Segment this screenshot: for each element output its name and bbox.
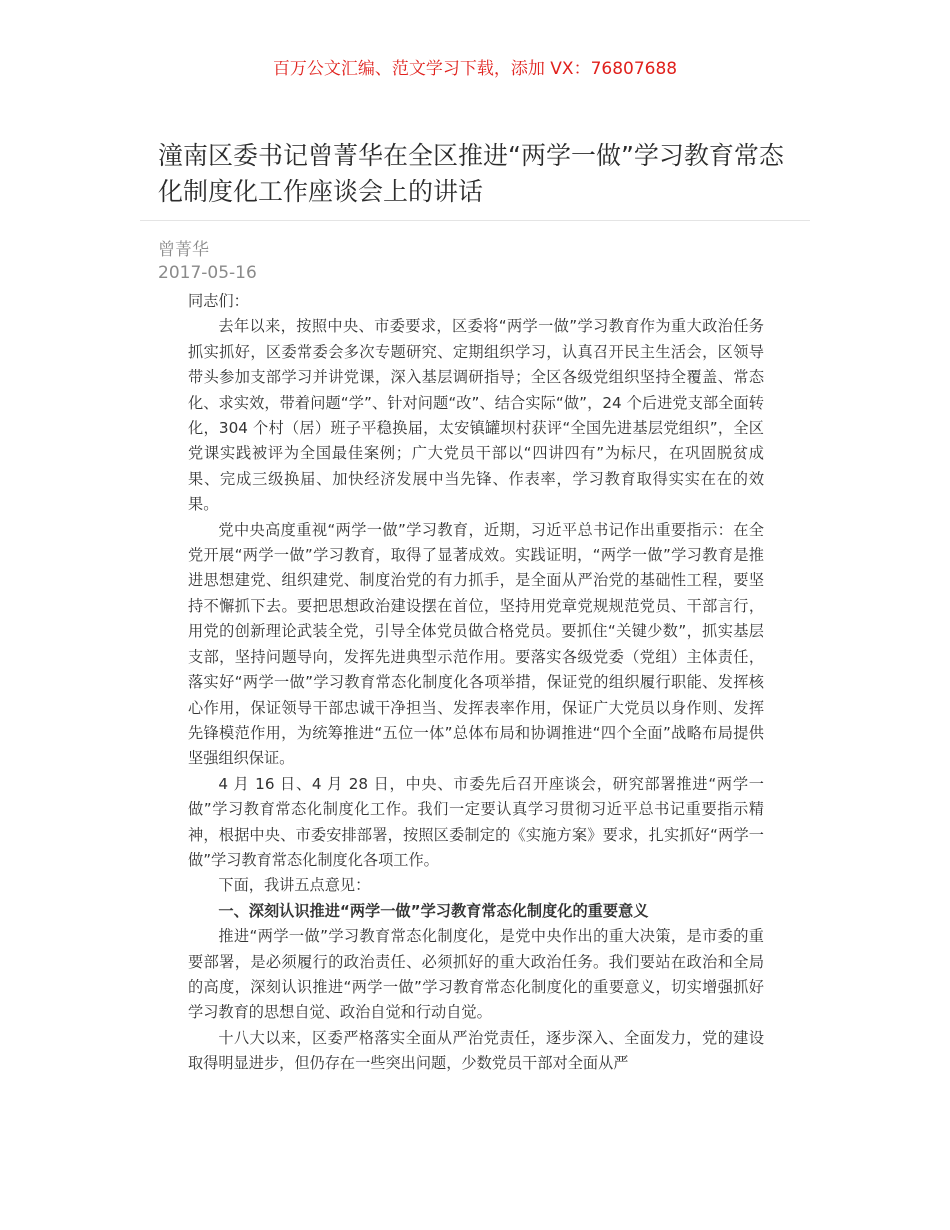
title-divider [140, 220, 810, 221]
article-author: 曾菁华 [158, 240, 209, 260]
body-paragraph: 4 月 16 日、4 月 28 日，中央、市委先后召开座谈会，研究部署推进“两学一做”学习教育常态化制度化工作。我们一定要认真学习贯彻习近平总书记重要指示精神，根据中央、市委安排部署，按照区委制定的《实施方案》要求，扎实抓好“两学一做”学习教育常态化制度化各项工作。 [188, 774, 764, 869]
article-body [188, 289, 764, 1077]
body-paragraph: 去年以来，按照中央、市委要求，区委将“两学一做”学习教育作为重大政治任务抓实抓好，区委常委会多次专题研究、定期组织学习，认真召开民主生活会，区领导带头参加支部学习并讲党课，深入基层调研指导；全区各级党组织坚持全覆盖、常态化、求实效，带着问题“学”、针对问题“改”、结合实际“做”，24 个后进党支部全面转化，304 个村（居）班子平稳换届，太安镇罐坝村获评“全国先进基层党组织”，全区党课实践被评为全国最佳案例；广大党员干部以“四讲四有”为标尺，在巩固脱贫成果、完成三级换届、加快经济发展中当先锋、作表率，学习教育取得实实在在的效果。 [188, 317, 764, 514]
body-paragraph: 十八大以来，区委严格落实全面从严治党责任，逐步深入、全面发力，党的建设取得明显进步，但仍存在一些突出问题，少数党员干部对全面从严 [188, 1028, 764, 1073]
promo-banner: 百万公文汇编、范文学习下载，添加 VX：76807688 [272, 59, 678, 79]
article-date: 2017-05-16 [158, 263, 257, 283]
salutation: 同志们： [188, 292, 249, 310]
article-title: 潼南区委书记曾菁华在全区推进“两学一做”学习教育常态化制度化工作座谈会上的讲话 [158, 141, 784, 206]
body-paragraph: 推进“两学一做”学习教育常态化制度化，是党中央作出的重大决策，是市委的重要部署，是必须履行的政治责任、必须抓好的重大政治任务。我们要站在政治和全局的高度，深刻认识推进“两学一做”学习教育常态化制度化的重要意义，切实增强抓好学习教育的思想自觉、政治自觉和行动自觉。 [188, 927, 764, 1022]
section-heading: 一、深刻认识推进“两学一做”学习教育常态化制度化的重要意义 [218, 901, 649, 920]
body-paragraph: 下面，我讲五点意见： [218, 876, 371, 895]
body-paragraph: 党中央高度重视“两学一做”学习教育，近期，习近平总书记作出重要指示：在全党开展“两学一做”学习教育，取得了显著成效。实践证明，“两学一做”学习教育是推进思想建党、组织建党、制度治党的有力抓手，是全面从严治党的基础性工程，要坚持不懈抓下去。要把思想政治建设摆在首位，坚持用党章党规规范党员、干部言行，用党的创新理论武装全党，引导全体党员做合格党员。要抓住“关键少数”，抓实基层支部，坚持问题导向，发挥先进典型示范作用。要落实各级党委（党组）主体责任，落实好“两学一做”学习教育常态化制度化各项举措，保证党的组织履行职能、发挥核心作用，保证领导干部忠诚干净担当、发挥表率作用，保证广大党员以身作则、发挥先锋模范作用，为统筹推进“五位一体”总体布局和协调推进“四个全面”战略布局提供坚强组织保证。 [188, 520, 764, 768]
